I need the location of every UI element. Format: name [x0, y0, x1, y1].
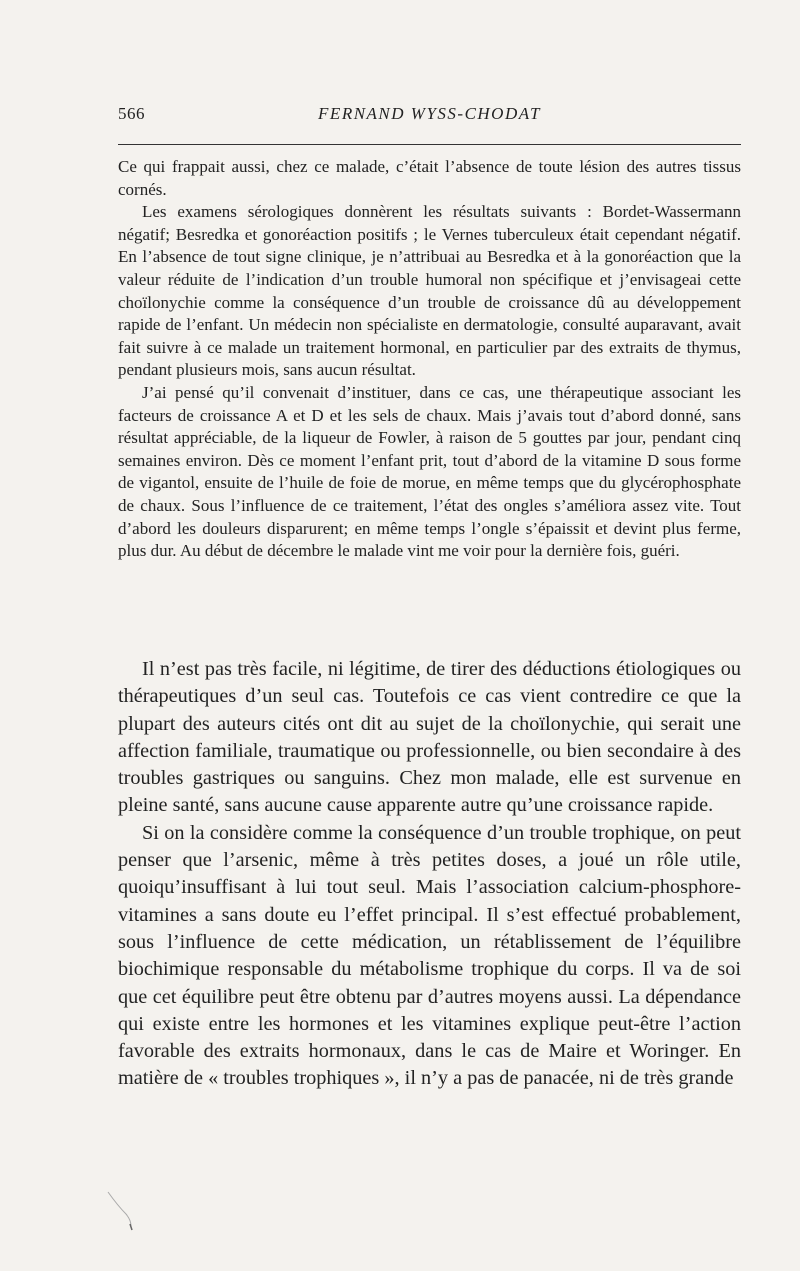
paragraph: Ce qui frappait aussi, chez ce malade, c’était l’absence de toute lésion des autres tissus cornés.: [118, 157, 741, 199]
section-discussion: [118, 656, 741, 1093]
header-rule: [118, 144, 741, 145]
page-number: 566: [118, 104, 145, 123]
paragraph: Il n’est pas très facile, ni légitime, de tirer des déductions étiologiques ou thérapeutiques d’un seul cas. Toutefois ce cas vient contredire ce que la plupart des auteurs cités ont dit au sujet de la choïlonychie, qui serait une affection familiale, traumatique ou professionnelle, ou bien secondaire à des troubles gastriques ou sanguins. Chez mon malade, elle est survenue en pleine santé, sans aucune cause apparente autre qu’une croissance rapide.: [118, 658, 741, 817]
paragraph: Les examens sérologiques donnèrent les résultats suivants : Bordet-Wassermann négatif; Besredka et gonoréaction positifs ; le Vernes tuberculeux était cependant négatif. En l’absence de tout signe clinique, je n’attribuai au Besredka et à la gonoréaction que la valeur réduite de l’indication d’un trouble humoral non spécifique et j’envisageai cette choïlonychie comme la conséquence d’un trouble de croissance dû au développement rapide de l’enfant. Un médecin non spécialiste en dermatologie, consulté auparavant, avait fait suivre à ce malade un traitement hormonal, en particulier par des extraits de thymus, pendant plusieurs mois, sans aucun résultat.: [118, 202, 741, 380]
page-header: [118, 104, 741, 136]
paragraph: J’ai pensé qu’il convenait d’instituer, dans ce cas, une thérapeutique associant les facteurs de croissance A et D et les sels de chaux. Mais j’avais tout d’abord donné, sans résultat appréciable, de la liqueur de Fowler, à raison de 5 gouttes par jour, pendant cinq semaines environ. Dès ce moment l’enfant prit, tout d’abord de la vitamine D sous forme de vigantol, ensuite de l’huile de foie de morue, en même temps que du glycérophosphate de chaux. Sous l’influence de ce traitement, l’état des ongles s’améliora assez vite. Tout d’abord les douleurs disparurent; en même temps l’ongle s’épaissit et devint plus ferme, plus dur. Au début de décembre le malade vint me voir pour la dernière fois, guéri.: [118, 382, 741, 561]
running-head: FERNAND WYSS-CHODAT: [318, 104, 541, 123]
section-case-report: [118, 156, 741, 563]
pencil-mark: [104, 1188, 144, 1238]
paragraph: Si on la considère comme la conséquence d’un trouble trophique, on peut penser que l’arsenic, même à très petites doses, a joué un rôle utile, quoiqu’insuffisant à lui tout seul. Mais l’association calcium-phosphore-vitamines a sans doute eu l’effet principal. Il s’est effectué probablement, sous l’influence de cette médication, un rétablissement de l’équilibre biochimique responsable du métabolisme trophique du corps. Il va de soi que cet équilibre peut être obtenu par d’autres moyens aussi. La dépendance qui existe entre les hormones et les vitamines explique peut-être l’action favorable des extraits hormonaux, dans le cas de Maire et Woringer. En matière de « troubles trophiques », il n’y a pas de panacée, ni de très grande: [118, 821, 741, 1090]
